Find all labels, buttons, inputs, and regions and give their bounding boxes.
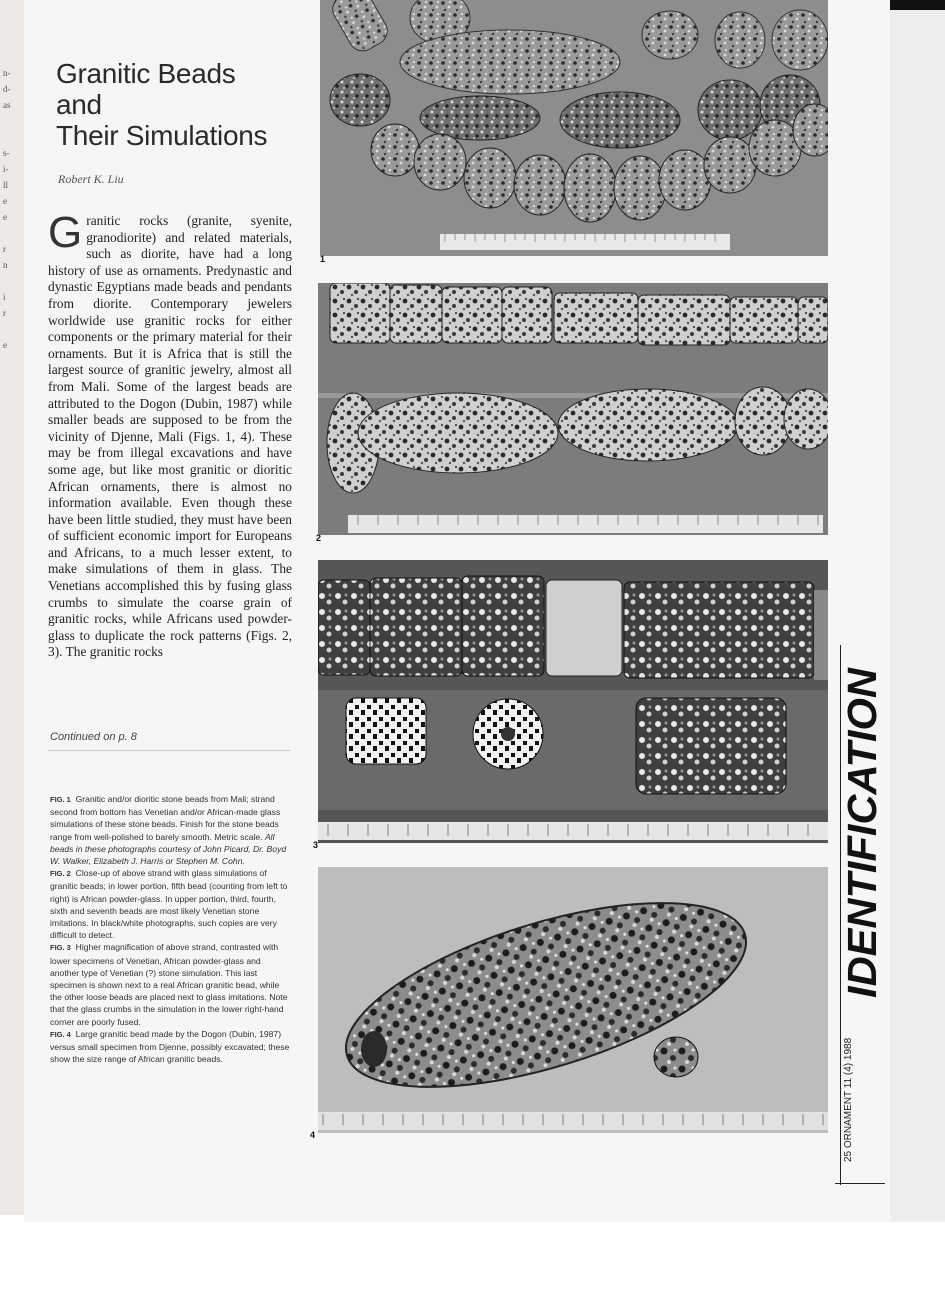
caption-credit: All beads in these photographs courtesy of John Picard, Dr. Boyd W. Walker, Elizabeth J. Harris or Stephen M. Cohn. <box>50 831 287 867</box>
scan-right-edge <box>890 0 945 1222</box>
article-title-line: and <box>56 89 102 120</box>
caption-label: FIG. 3 <box>50 943 71 953</box>
facing-page-fragment: s- <box>3 148 10 158</box>
article-body <box>48 208 292 661</box>
continued-note: Continued on p. 8 <box>50 731 137 743</box>
facing-page-fragment: e <box>3 212 7 222</box>
caption-fig-4 <box>50 1028 290 1066</box>
folio-text: 25 ORNAMENT 11 (4) 1988 <box>843 1037 854 1162</box>
bead-strands-illustration <box>318 560 828 843</box>
facing-page-fragment: e <box>3 340 7 350</box>
caption-label: FIG. 2 <box>50 869 71 879</box>
facing-page-fragment: n- <box>3 68 11 78</box>
bead-strands-illustration <box>318 867 828 1133</box>
folio <box>836 1010 866 1165</box>
facing-page-fragment: d- <box>3 84 11 94</box>
facing-page-fragment: as <box>3 100 11 110</box>
divider <box>48 750 290 751</box>
figure-number: 2 <box>316 533 322 543</box>
photo-fig-1 <box>320 0 828 256</box>
scan-bottom-margin <box>0 1222 945 1300</box>
figure-number: 3 <box>313 840 319 850</box>
article-title-line: Their Simulations <box>56 120 268 151</box>
figure-number: 4 <box>310 1130 316 1140</box>
figure-captions <box>50 793 290 1065</box>
drop-cap: G <box>48 208 83 257</box>
facing-page-fragment: i- <box>3 164 9 174</box>
caption-text: Higher magnification of above strand, contrasted with lower specimens of Venetian, African powder-glass and another type of Venetian (?) stone simulation. This last specimen is shown next to a real African granitic bead, while the other loose beads are placed next to glass imitations. Note that the glass crumbs in the simulation in the lower right-hand corner are poorly fused. <box>50 942 288 1027</box>
article-title <box>56 58 316 151</box>
photo-fig-2 <box>318 283 828 535</box>
figure-number: 1 <box>320 254 326 264</box>
facing-page-fragment: ll <box>3 180 9 190</box>
facing-page-fragment: r <box>3 308 6 318</box>
caption-fig-3 <box>50 941 290 1027</box>
caption-fig-2 <box>50 867 290 941</box>
caption-text: Large granitic bead made by the Dogon (Dubin, 1987) versus small specimen from Djenne, possibly excavated; these show the size range of African granitic beads. <box>50 1028 290 1065</box>
article-title-line: Granitic Beads <box>56 58 236 89</box>
photo-fig-3 <box>318 560 828 843</box>
bead-strands-illustration <box>320 0 828 256</box>
article-byline: Robert K. Liu <box>58 172 124 186</box>
facing-page-fragment: r <box>3 244 6 254</box>
facing-page-fragment: n <box>3 260 8 270</box>
caption-text: Close-up of above strand with glass simulations of granitic beads; in lower portion, fifth bead (counting from left to right) is African powder-glass. In upper portion, third, fourth, sixth and seventh beads are most likely Venetian stone imitations. In black/white photographs, such copies are very difficult to detect. <box>50 868 288 941</box>
photo-fig-4 <box>318 867 828 1133</box>
section-label-text: IDENTIFICATION <box>839 673 885 998</box>
facing-page-fragment: e <box>3 196 7 206</box>
caption-fig-1 <box>50 793 290 867</box>
article-body-text: ranitic rocks (granite, syenite, granodiorite) and related materials, such as diorite, have had a long history of use as ornaments. Predynastic and dynastic Egyptians made beads and pendants from diorite. Contemporary jewelers worldwide use granitic rocks for either components or the primary material for their ornaments. But it is Africa that is still the largest source of granitic jewelry, almost all from Mali. Some of the largest beads are attributed to the Dogon (Dubin, 1987) while smaller beads are supposed to be from the vicinity of Djenne, Mali (Figs. 1, 4). These may be from illegal excavations and have some age, but like most granitic or dioritic African ornaments, there is almost no information available. Even though these have been little studied, they must have been of sufficient economic import for Europeans and Africans, to a much lesser extent, to make simulations of them in glass. The Venetians accomplished this by fusing glass crumbs to simulate the coarse grain of granitic rocks, while Africans used powder-glass to duplicate the rock patterns (Figs. 2, 3). The granitic rocks <box>48 213 292 660</box>
caption-label: FIG. 1 <box>50 795 71 804</box>
bead-strands-illustration <box>318 283 828 535</box>
facing-page-fragment: i <box>3 292 6 302</box>
caption-label: FIG. 4 <box>50 1029 71 1039</box>
section-label <box>830 664 886 1000</box>
caption-text: Granitic and/or dioritic stone beads from Mali; strand second from bottom has Venetian and/or African-made glass simulations of these stone beads. Finish for the stone beads range from well-polished to barely smooth. Metric scale. <box>50 794 281 842</box>
divider <box>835 1183 885 1184</box>
facing-page-edge <box>0 0 24 1215</box>
